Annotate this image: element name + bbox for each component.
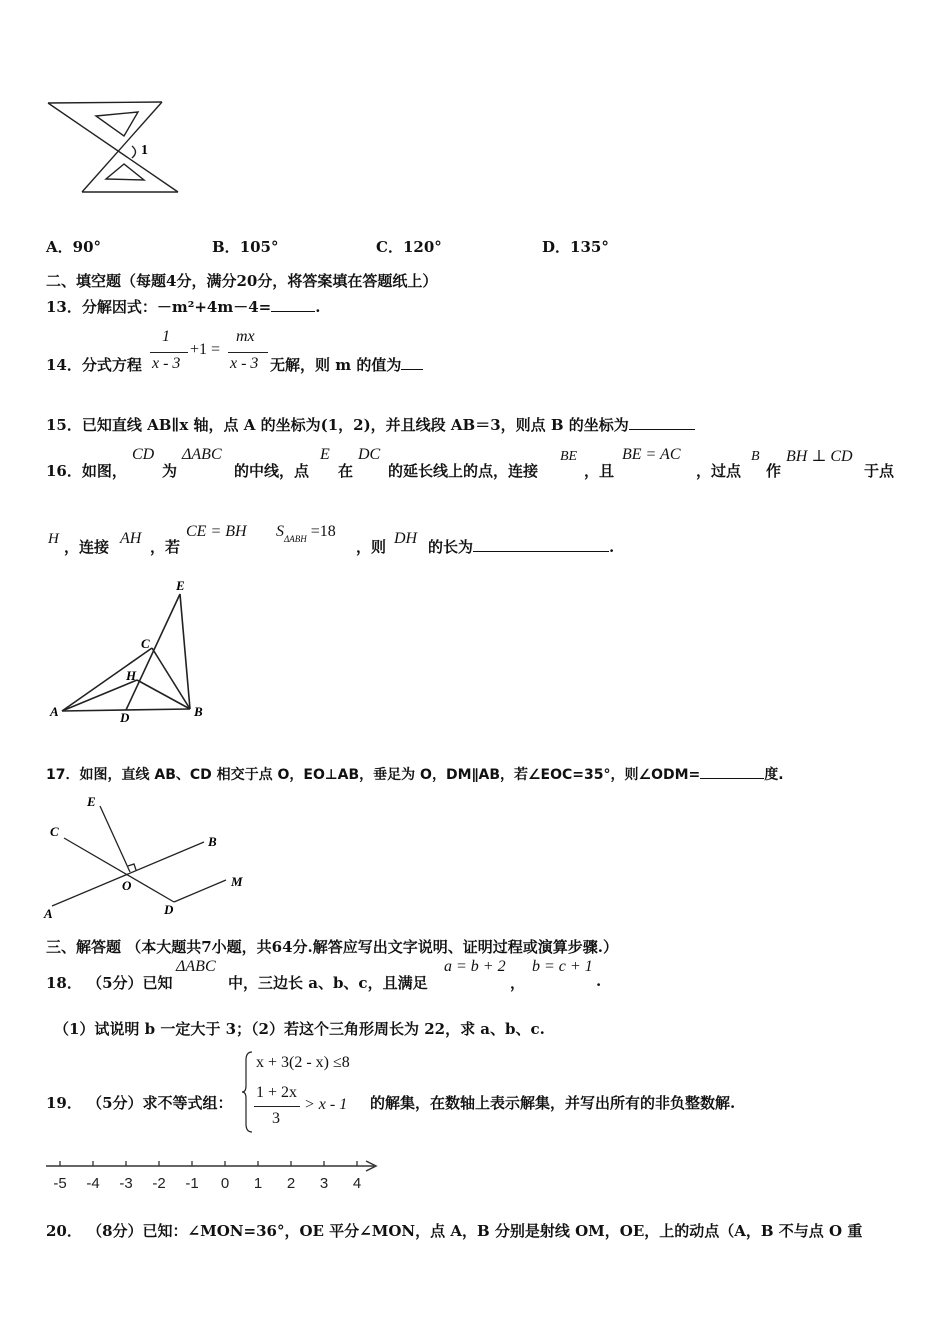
q17-label-e: E — [87, 794, 96, 809]
q18-prefix: 18． （5分）已知 — [46, 974, 173, 992]
q16-text-8: 作 — [766, 462, 782, 480]
q16-math-abc: ΔABC — [182, 446, 222, 463]
number-line-label: -1 — [185, 1175, 199, 1192]
q13: 13．分解因式：－m²+4m－4= . — [46, 298, 321, 316]
number-line-label: 3 — [319, 1175, 329, 1192]
q18-math-a: a = b + 2 — [444, 958, 506, 975]
q15-blank[interactable] — [629, 429, 695, 430]
number-line-label: 4 — [352, 1175, 362, 1192]
q12-option-a: A．90° — [46, 238, 102, 256]
q16-math-ah: AH — [120, 530, 142, 547]
q16-text-4: 在 — [338, 462, 354, 480]
q16-math-be: BE — [560, 449, 578, 464]
q18-text-2: 中，三边长 a、b、c，且满足 — [228, 974, 428, 992]
q16-math-dc: DC — [358, 446, 381, 463]
q14-frac1-den: x - 3 — [152, 355, 181, 372]
q19-ineq2-rhs: > x - 1 — [304, 1096, 348, 1113]
number-line-label: -5 — [53, 1175, 67, 1192]
q16-figure — [40, 576, 220, 726]
q17-label-b: B — [208, 834, 217, 849]
q16-math-b: B — [751, 449, 760, 464]
number-line-label: 2 — [286, 1175, 296, 1192]
q17-label-o: O — [122, 878, 132, 893]
q16-number: 16．如图， — [46, 462, 127, 480]
q20: 20． （8分）已知：∠MON=36°，OE 平分∠MON，点 A，B 分别是射线 OM，OE，上的动点（A，B 不与点 O 重 — [46, 1222, 863, 1240]
q19-frac-bar — [254, 1106, 300, 1107]
q16-line2-text-2: ，若 — [150, 538, 181, 556]
q17-label-c: C — [50, 824, 59, 839]
section3-heading: 三、解答题 （本大题共7小题，共64分.解答应写出文字说明、证明过程或演算步骤.） — [46, 938, 618, 956]
q13-text: 分解因式：－m²+4m－4= — [81, 298, 272, 316]
q13-number: 13． — [46, 298, 82, 316]
q14-suffix: 无解，则 m 的值为 — [270, 354, 423, 375]
q16-text-3: 的中线，点 — [234, 462, 310, 480]
q12-angle-label: 1 — [141, 143, 148, 158]
q16-math-be-ac: BE = AC — [622, 446, 681, 463]
q16-label-a: A — [50, 704, 59, 719]
q14-frac2-den: x - 3 — [230, 355, 259, 372]
q18-math-b: b = c + 1 — [532, 958, 593, 975]
q17-label-a: A — [44, 906, 53, 921]
q16-label-h: H — [126, 668, 137, 683]
q16-text-2: 为 — [162, 462, 178, 480]
q14-frac1-bar — [150, 352, 188, 353]
q14-prefix: 14．分式方程 — [46, 356, 142, 374]
q19-brace — [242, 1050, 254, 1134]
q13-blank[interactable] — [271, 311, 315, 312]
q16-math-cd: CD — [132, 446, 155, 463]
q16-text-5: 的延长线上的点，连接 — [388, 462, 539, 480]
q14-frac2-num: mx — [236, 328, 255, 345]
q12-option-c: C．120° — [376, 238, 442, 256]
q16-math-dh: DH — [394, 530, 418, 547]
q14-plus: +1 = — [190, 341, 221, 358]
q19-text-2: 的解集，在数轴上表示解集，并写出所有的非负整数解. — [370, 1094, 736, 1112]
q17: 17．如图，直线 AB、CD 相交于点 O，EO⊥AB，垂足为 O，DM∥AB，若∠EOC=35°，则∠ODM= 度. — [46, 767, 784, 783]
q16-math-e: E — [320, 446, 330, 463]
q17-blank[interactable] — [700, 778, 764, 779]
q16-math-bh-cd: BH ⊥ CD — [786, 448, 853, 465]
q16-answer: 的长为 . — [428, 538, 615, 556]
q18-comma: ， — [510, 974, 526, 992]
q16-label-b: B — [194, 704, 203, 719]
q19-ineq1: x + 3(2 - x) ≤8 — [256, 1054, 350, 1071]
q17-label-d: D — [164, 902, 174, 917]
q16-text-7: ，过点 — [696, 462, 742, 480]
q18-subparts: （1）试说明 b 一定大于 3；（2）若这个三角形周长为 22，求 a、b、c. — [54, 1020, 545, 1038]
q17-label-m: M — [231, 874, 243, 889]
number-line-label: -2 — [152, 1175, 166, 1192]
q12-option-b: B．105° — [212, 238, 279, 256]
q16-line2-text-1: ，连接 — [64, 538, 110, 556]
section2-heading: 二、填空题（每题4分，满分20分，将答案填在答题纸上） — [46, 272, 438, 290]
q16-label-e: E — [176, 578, 185, 593]
q14-blank[interactable] — [401, 369, 423, 370]
q16-math-h: H — [48, 531, 59, 547]
q18-math-abc: ΔABC — [176, 958, 216, 975]
q16-blank[interactable] — [473, 551, 609, 552]
q19-frac-den: 3 — [272, 1110, 280, 1127]
q14-frac1-num: 1 — [162, 328, 170, 345]
number-line-label: 0 — [220, 1175, 230, 1192]
q16-text-9: 于点 — [864, 462, 895, 480]
number-line-label: 1 — [253, 1175, 263, 1192]
q15: 15．已知直线 AB∥x 轴，点 A 的坐标为(1，2)，并且线段 AB＝3，则点 B 的坐标为 — [46, 414, 695, 435]
q16-math-ce-bh: CE = BH — [186, 523, 247, 540]
q12-figure — [40, 96, 190, 200]
q16-label-c: C — [141, 636, 150, 651]
q14-frac2-bar — [228, 352, 268, 353]
q16-label-d: D — [120, 710, 130, 725]
number-line-label: -4 — [86, 1175, 100, 1192]
q16-math-area: $S_{\Delta ABH} =18$ — [276, 523, 336, 544]
number-line-label: -3 — [119, 1175, 133, 1192]
q19-frac-num: 1 + 2x — [256, 1084, 298, 1101]
q19-prefix: 19． （5分）求不等式组： — [46, 1094, 233, 1112]
q12-option-d: D．135° — [542, 238, 609, 256]
q19-number-line — [40, 1150, 380, 1196]
q16-line2-text-3: ，则 — [356, 538, 387, 556]
q17-figure — [40, 794, 260, 924]
q16-text-6: ，且 — [584, 462, 615, 480]
q18-end: . — [596, 972, 602, 990]
